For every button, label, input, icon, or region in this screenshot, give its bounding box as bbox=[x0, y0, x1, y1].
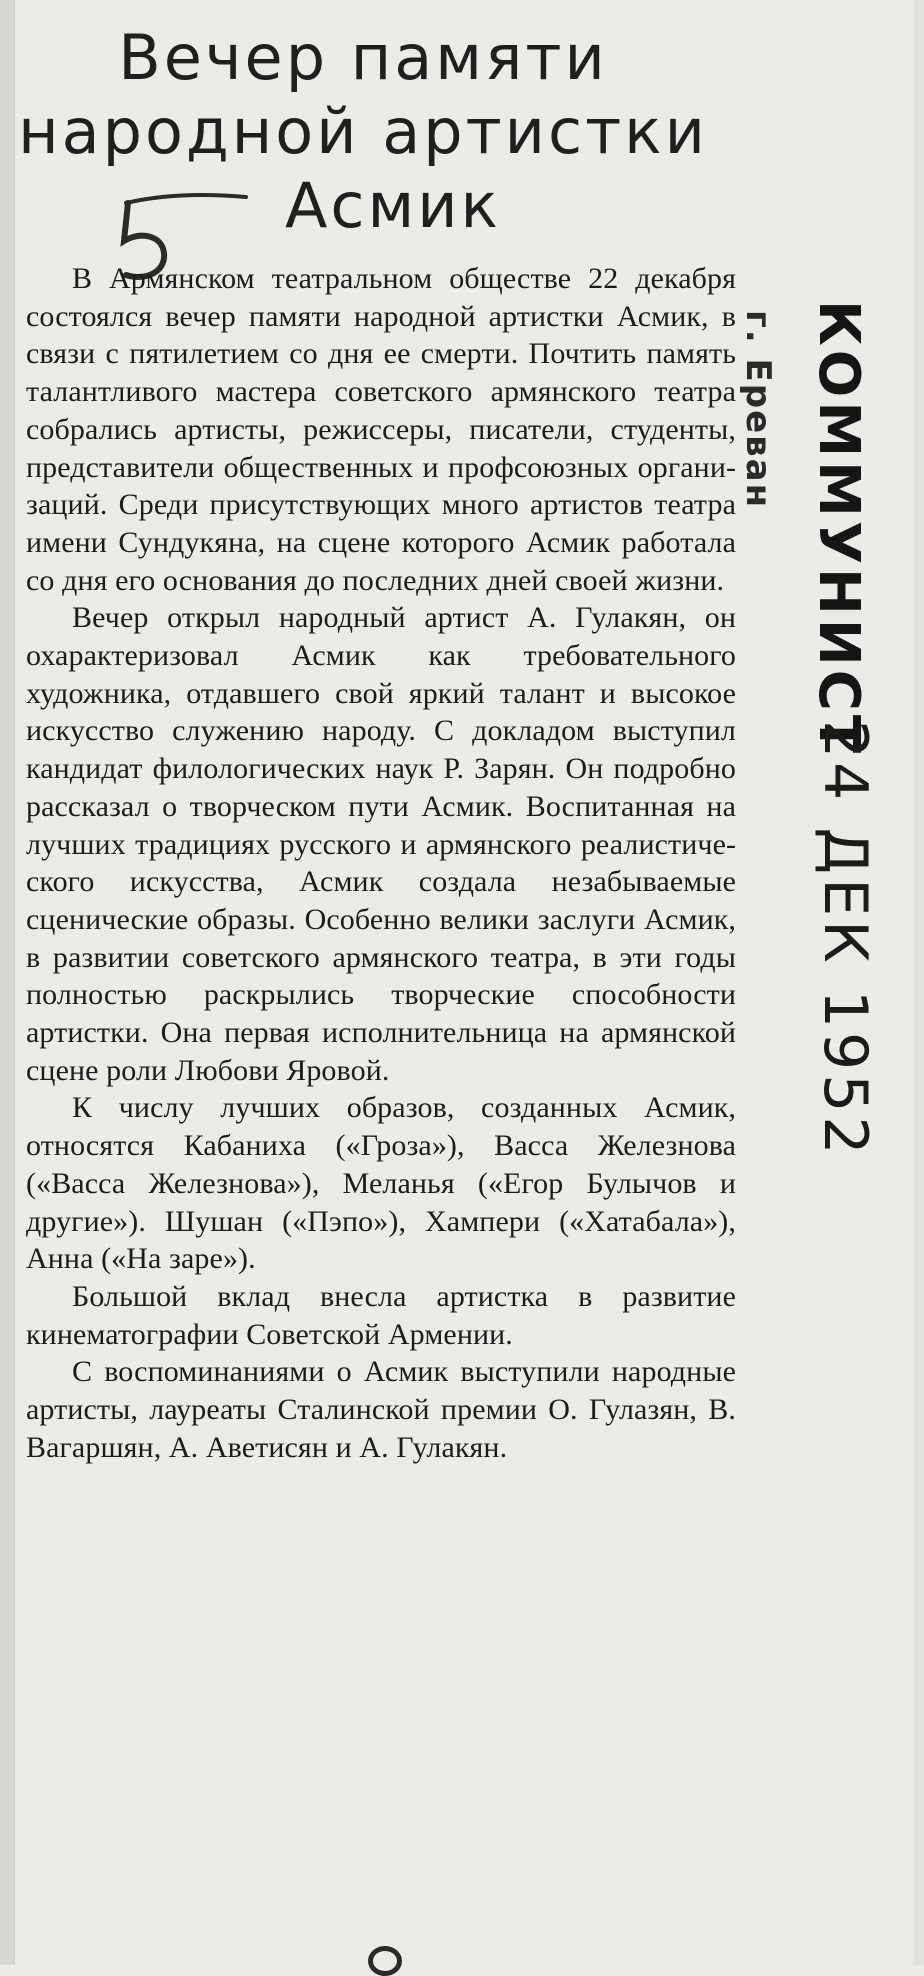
headline-line-3: Асмик bbox=[284, 169, 501, 242]
headline-line-2: народной артистки bbox=[18, 95, 708, 168]
newspaper-name-stamp: КОММУНИСТ bbox=[806, 300, 871, 758]
article-body bbox=[26, 260, 736, 1467]
article-paragraph: Вечер открыл народный артист А. Гулакян, он охарактеризовал Асмик как требовательного художника, отдавшего свой яркий талант и высокое искусство служению народу. С докладом выступил кандидат филологических наук Р. Зарян. Он подробно рассказал о творческом пути Асмик. Воспитанная на лучших традициях русского и армянского реалистического искусства, Асмик создала незабываемые сценические образы. Особенно велики заслуги Асмик, в развитии советского армянского театра, в эти годы полностью раскрылись творческие способности артистки. Она первая исполнительница на армянской сцене роли Любови Яровой. bbox=[26, 601, 736, 1087]
margin-stamps bbox=[730, 290, 910, 1190]
date-stamp: 24 ДЕК 1952 bbox=[810, 720, 880, 1159]
scan-edge-right bbox=[914, 0, 924, 1965]
article-paragraph: К числу лучших образов, созданных Асмик, относятся Кабаниха («Гроза»), Васса Железнова («Васса Железнова»), Меланья («Егор Булычов и другие»). Шушан («Пэпо»), Хампери («Хатабала»), Анна («На заре»). bbox=[26, 1091, 736, 1276]
article-paragraph: Большой вклад внесла артистка в развитие кинематографии Советской Армении. bbox=[26, 1279, 736, 1351]
article-paragraph: С воспоминаниями о Асмик выступили народные артисты, лауреаты Сталинской премии О. Гулазян, В. Вагаршян, А. Аветисян и А. Гулакян. bbox=[26, 1355, 736, 1464]
scan-edge-left bbox=[0, 0, 15, 1965]
cut-off-glyph bbox=[368, 1946, 402, 1976]
newspaper-clipping bbox=[18, 8, 738, 1958]
city-stamp: г. Ереван bbox=[738, 310, 778, 510]
headline-line-1: Вечер памяти bbox=[118, 21, 608, 94]
article-paragraph: В Армянском театральном обществе 22 декабря состоялся вечер памяти народной артистки Асмик, в связи с пятилетием со дня ее смерти. Почтить память талантливого мастера советского армянского театра собрались артисты, режиссеры, писатели, студенты, представители общественных и профсоюзных организаций. Среди присутствующих много артистов театра имени Сундукяна, на сцене которого Асмик работала со дня его основания до последних дней своей жизни. bbox=[26, 262, 736, 597]
